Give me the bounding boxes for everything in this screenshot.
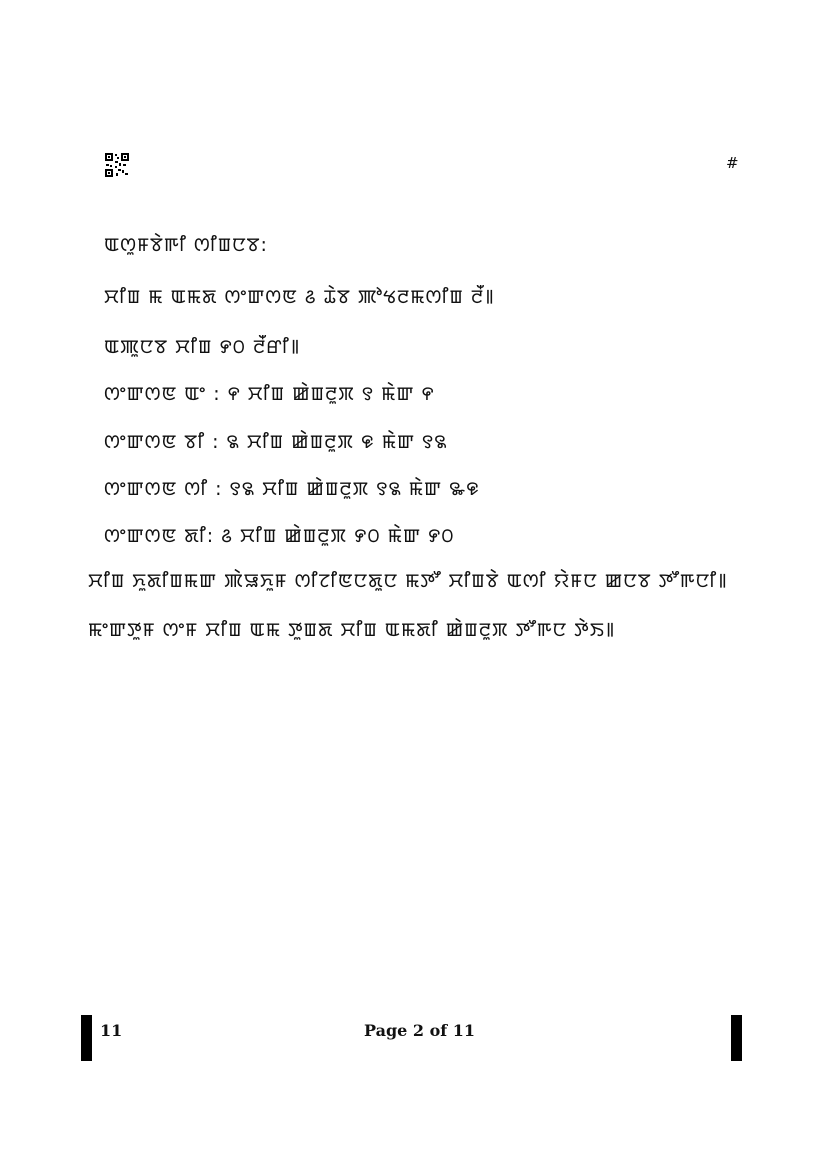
- qr-code-icon: [104, 152, 130, 178]
- instructions-heading: ꯑꯁꯨꯝꯕꯥꯒꯤ ꯁꯤꯡꯅꯕ:: [104, 234, 268, 256]
- instruction-line: ꯃꯦꯛꯇꯨꯝ ꯁꯦꯝ ꯆꯤꯡ ꯑꯃ ꯇꯨꯡꯗ ꯆꯤꯡ ꯑꯃꯗꯤ ꯀꯥꯡꯂꯨꯞ ꯇꯧꯒꯅ ꯇꯥꯏ꯫: [88, 619, 616, 641]
- instruction-line: ꯑꯄꯨꯅꯕ ꯆꯤꯡ ꯸꯰ ꯂꯩꯔꯤ꯫: [104, 336, 301, 358]
- instruction-line: ꯆꯤꯡ ꯈꯨꯗꯤꯡꯃꯛ ꯄꯥꯎꯈꯨꯝ ꯁꯤꯖꯤꯟꯅꯗꯨꯅ ꯃꯇꯧ ꯆꯤꯡꯕꯥ ꯑꯁꯤ ꯌꯥꯝꯅ ꯀꯅꯕ ꯇꯧꯒꯅꯤ꯫: [88, 570, 728, 592]
- footer-code: 11: [100, 1021, 123, 1040]
- section-line: ꯁꯦꯛꯁꯟ ꯑꯦ : ꯵ ꯆꯤꯡ ꯀꯥꯡꯂꯨꯞ ꯱ ꯃꯥꯛ ꯵: [104, 383, 435, 405]
- footer-left-bar: [81, 1015, 92, 1061]
- instruction-line: ꯆꯤꯡ ꯃ ꯑꯃꯗ ꯁꯦꯛꯁꯟ ꯴ ꯊꯥꯕ ꯄꯣꯠꯂꯃꯁꯤꯡ ꯂꯩ꯫: [104, 286, 495, 308]
- section-line: ꯁꯦꯛꯁꯟ ꯗꯤ: ꯴ ꯆꯤꯡ ꯀꯥꯡꯂꯨꯞ ꯸꯰ ꯃꯥꯛ ꯸꯰: [104, 525, 455, 547]
- footer-right-bar: [731, 1015, 742, 1061]
- page-mark: #: [726, 154, 739, 172]
- section-line: ꯁꯦꯛꯁꯟ ꯕꯤ : ꯲ ꯆꯤꯡ ꯀꯥꯡꯂꯨꯞ ꯶ ꯃꯥꯛ ꯱꯲: [104, 431, 448, 453]
- section-line: ꯁꯦꯛꯁꯟ ꯁꯤ : ꯱꯲ ꯆꯤꯡ ꯀꯥꯡꯂꯨꯞ ꯱꯲ ꯃꯥꯛ ꯳꯶: [104, 478, 480, 500]
- page-number: Page 2 of 11: [364, 1021, 475, 1040]
